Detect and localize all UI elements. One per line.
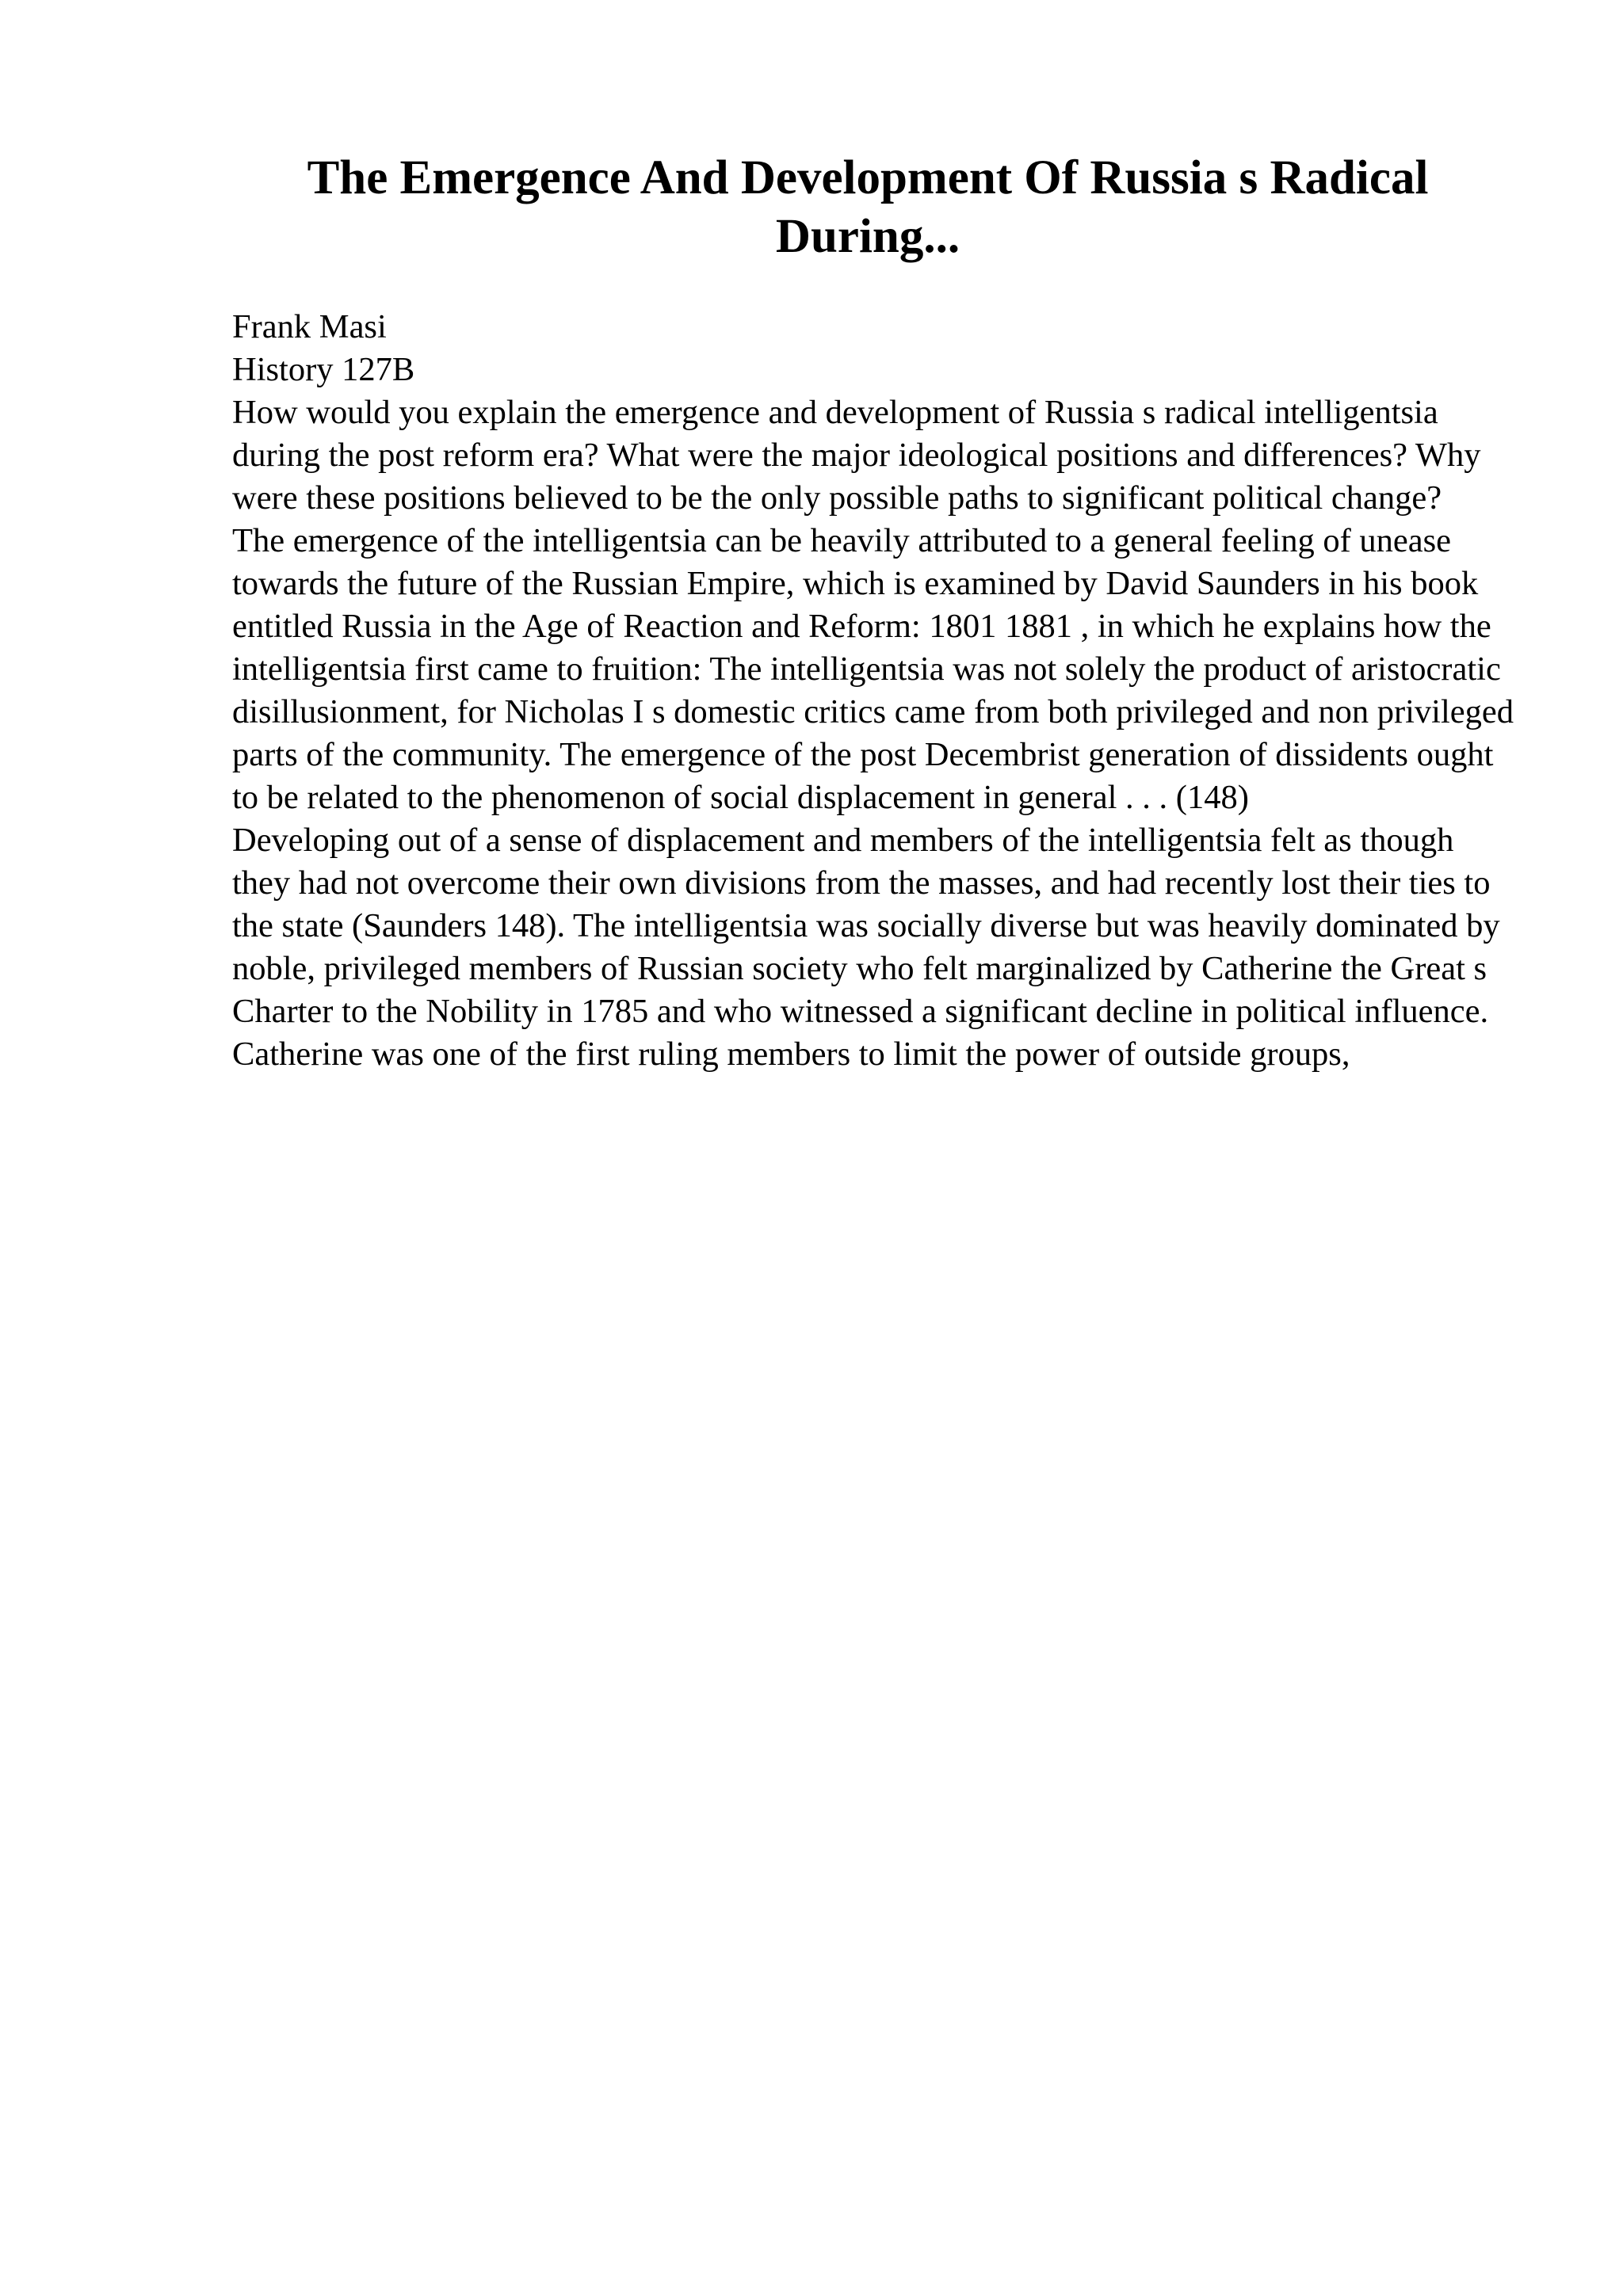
course-line: History 127B	[232, 351, 415, 388]
paragraph-emergence: The emergence of the intelligentsia can be heavily attributed to a general feeling of unease towards the future of the Russian Empire, which is examined by David Saunders in his book entitled Russia in the Age of Reaction and Reform: 1801 1881 , in which he explains how the intelligentsia first came to fruition: The intelligentsia was not solely the product of aristocratic disillusionment, for Nicholas I s domestic critics came from both privileged and non privileged parts of the community. The emergence of the post Decembrist generation of dissidents ought to be related to the phenomenon of social displacement in general . . . (148)	[232, 522, 1514, 816]
author-line: Frank Masi	[232, 308, 387, 345]
paragraph-displacement: Developing out of a sense of displacement and members of the intelligentsia felt as though they had not overcome their own divisions from the masses, and had recently lost their ties to the state (Saunders 148). The intelligentsia was socially diverse but was heavily dominated by noble, privileged members of Russian society who felt marginalized by Catherine the Great s Charter to the Nobility in 1785 and who witnessed a significant decline in political influence. Catherine was one of the first ruling members to limit the power of outside groups,	[232, 822, 1500, 1073]
paragraph-question: How would you explain the emergence and development of Russia s radical intelligentsia during the post reform era? What were the major ideological positions and differences? Why were these positions believed to be the only possible paths to significant political change?	[232, 394, 1481, 517]
document-body	[232, 306, 1516, 1076]
document-title: The Emergence And Development Of Russia s Radical During...	[307, 151, 1429, 263]
